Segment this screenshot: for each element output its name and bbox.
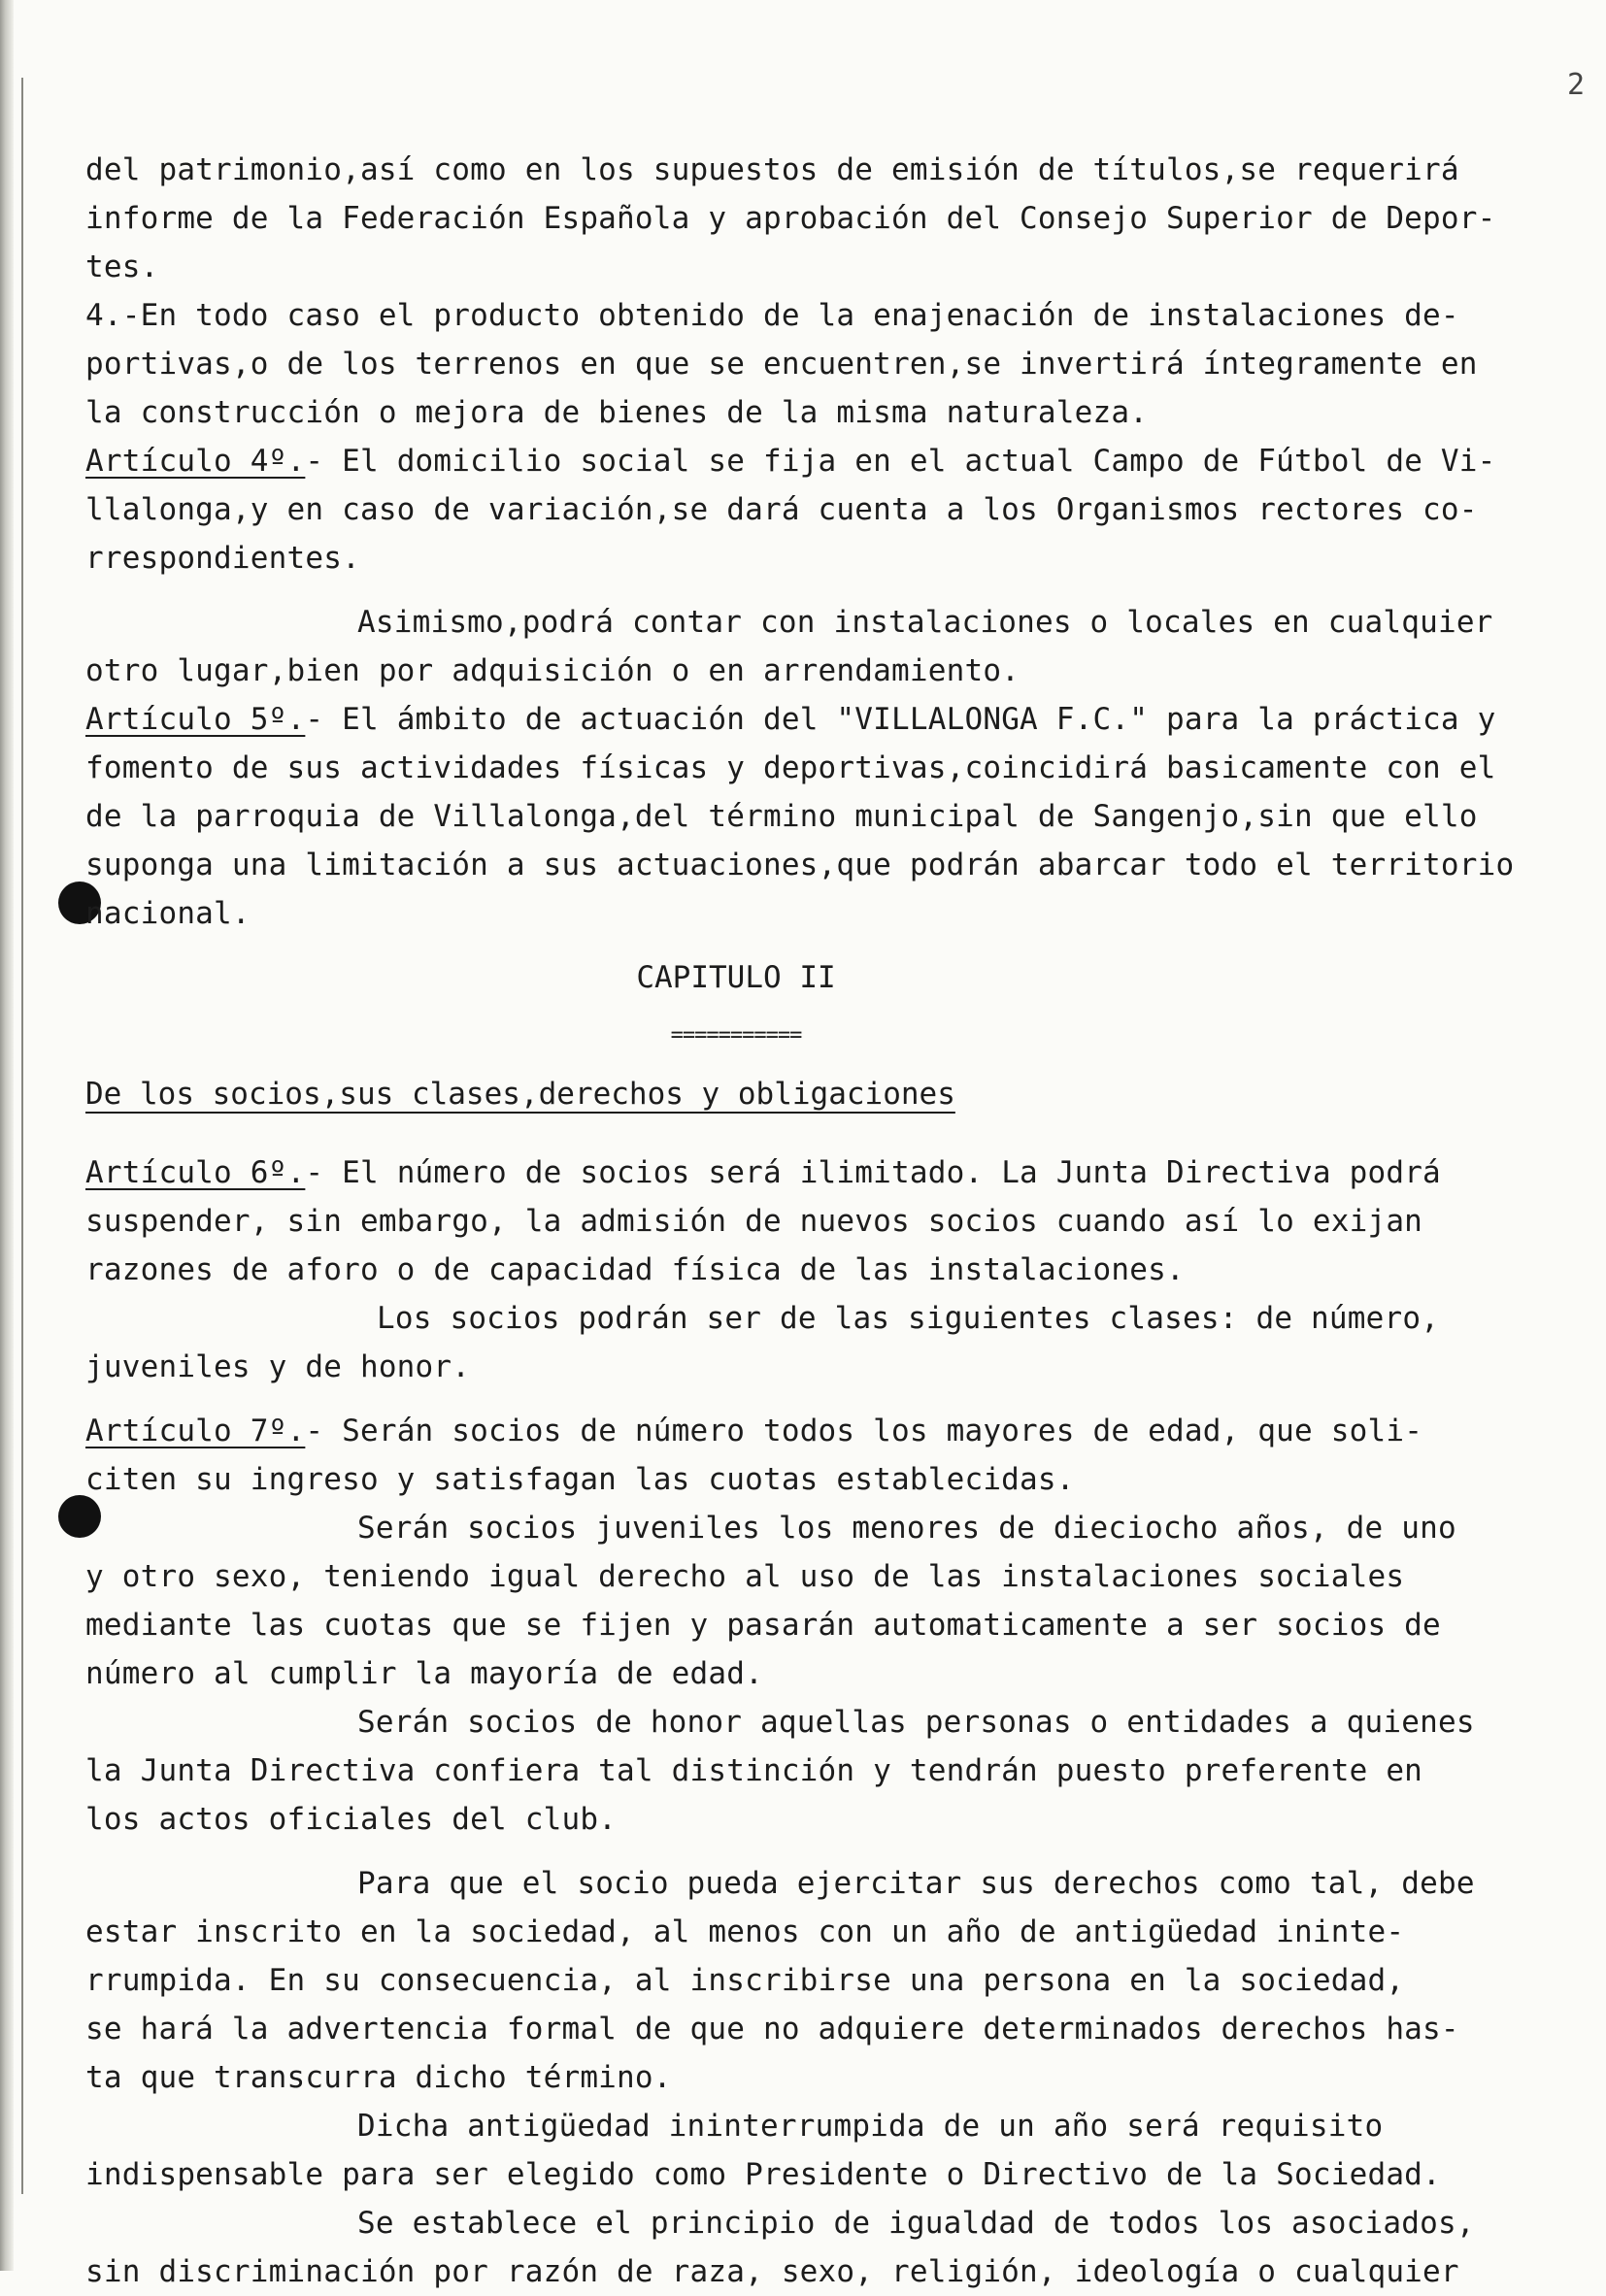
text-line: del patrimonio,así como en los supuestos de emisión de títulos,se requerirá — [85, 152, 1459, 187]
article-6-label: Artículo 6º. — [85, 1155, 306, 1190]
text-line: número al cumplir la mayoría de edad. — [85, 1656, 763, 1691]
article-4-label: Artículo 4º. — [85, 444, 306, 479]
article-5-text: - El ámbito de actuación del "VILLALONGA F.C." para la práctica y — [305, 702, 1496, 737]
article-7-label: Artículo 7º. — [85, 1414, 306, 1448]
article-7-text: - Serán socios de número todos los mayores de edad, que soli- — [305, 1414, 1423, 1448]
text-line: juveniles y de honor. — [85, 1349, 471, 1384]
text-line: Los socios podrán ser de las siguientes clases: de número, — [377, 1301, 1440, 1336]
page-number: 2 — [1566, 68, 1585, 102]
text-line: sin discriminación por razón de raza, sexo, religión, ideología o cualquier — [85, 2254, 1459, 2289]
chapter-rule: =========== — [670, 1023, 802, 1048]
text-line: suspender, sin embargo, la admisión de nuevos socios cuando así lo exijan — [85, 1204, 1423, 1239]
article-5-label: Artículo 5º. — [85, 702, 306, 737]
article-6-text: - El número de socios será ilimitado. La Junta Directiva podrá — [305, 1155, 1441, 1190]
article-4-heading-line — [85, 437, 1600, 485]
text-line: estar inscrito en la sociedad, al menos con un año de antigüedad ininte- — [85, 1914, 1405, 1949]
text-line: ta que transcurra dicho término. — [85, 2060, 672, 2095]
text-line: mediante las cuotas que se fijen y pasarán automaticamente a ser socios de — [85, 1608, 1441, 1643]
section-title — [85, 1070, 1600, 1118]
text-line: indispensable para ser elegido como Presidente o Directivo de la Sociedad. — [85, 2157, 1441, 2192]
text-line: nacional. — [85, 896, 251, 931]
text-line: llalonga,y en caso de variación,se dará cuenta a los Organismos rectores co- — [85, 492, 1478, 527]
article-7-heading-line — [85, 1407, 1600, 1455]
text-line: Se establece el principio de igualdad de todos los asociados, — [357, 2206, 1475, 2241]
text-line: la construcción o mejora de bienes de la misma naturaleza. — [85, 395, 1149, 430]
text-line: razones de aforo o de capacidad física de las instalaciones. — [85, 1252, 1185, 1287]
text-line: rrespondientes. — [85, 541, 360, 576]
text-line: portivas,o de los terrenos en que se encuentren,se invertirá íntegramente en — [85, 347, 1478, 382]
text-line: de la parroquia de Villalonga,del término municipal de Sangenjo,sin que ello — [85, 799, 1478, 834]
article-4-text: - El domicilio social se fija en el actual Campo de Fútbol de Vi- — [305, 444, 1496, 479]
text-line: tes. — [85, 250, 159, 284]
text-line: citen su ingreso y satisfagan las cuotas establecidas. — [85, 1462, 1075, 1497]
article-6-heading-line — [85, 1148, 1600, 1197]
text-line: Serán socios de honor aquellas personas o entidades a quienes — [357, 1705, 1475, 1740]
text-line: fomento de sus actividades físicas y deportivas,coincidirá basicamente con el — [85, 750, 1496, 785]
text-line: Serán socios juveniles los menores de dieciocho años, de uno — [357, 1511, 1456, 1546]
text-line: rrumpida. En su consecuencia, al inscribirse una persona en la sociedad, — [85, 1963, 1405, 1998]
text-line: 4.-En todo caso el producto obtenido de la enajenación de instalaciones de- — [85, 298, 1459, 333]
document-body — [85, 146, 1600, 2296]
text-line: informe de la Federación Española y aprobación del Consejo Superior de Depor- — [85, 201, 1496, 236]
text-line: y otro sexo, teniendo igual derecho al uso de las instalaciones sociales — [85, 1559, 1405, 1594]
text-line: suponga una limitación a sus actuaciones,que podrán abarcar todo el territorio — [85, 848, 1515, 882]
margin-rule — [21, 78, 23, 2194]
text-line: Dicha antigüedad ininterrumpida de un año será requisito — [357, 2109, 1384, 2144]
section-title-text: De los socios,sus clases,derechos y obligaciones — [85, 1077, 955, 1112]
text-line: los actos oficiales del club. — [85, 1802, 618, 1837]
scan-left-edge — [0, 0, 14, 2271]
text-line: otro lugar,bien por adquisición o en arrendamiento. — [85, 653, 1020, 688]
text-line: Para que el socio pueda ejercitar sus derechos como tal, debe — [357, 1866, 1475, 1901]
chapter-title: CAPITULO II — [636, 960, 836, 995]
text-line: la Junta Directiva confiera tal distinción y tendrán puesto preferente en — [85, 1753, 1423, 1788]
text-line: Asimismo,podrá contar con instalaciones o locales en cualquier — [357, 605, 1493, 640]
article-5-heading-line — [85, 695, 1600, 744]
text-line: se hará la advertencia formal de que no adquiere determinados derechos has- — [85, 2012, 1459, 2046]
